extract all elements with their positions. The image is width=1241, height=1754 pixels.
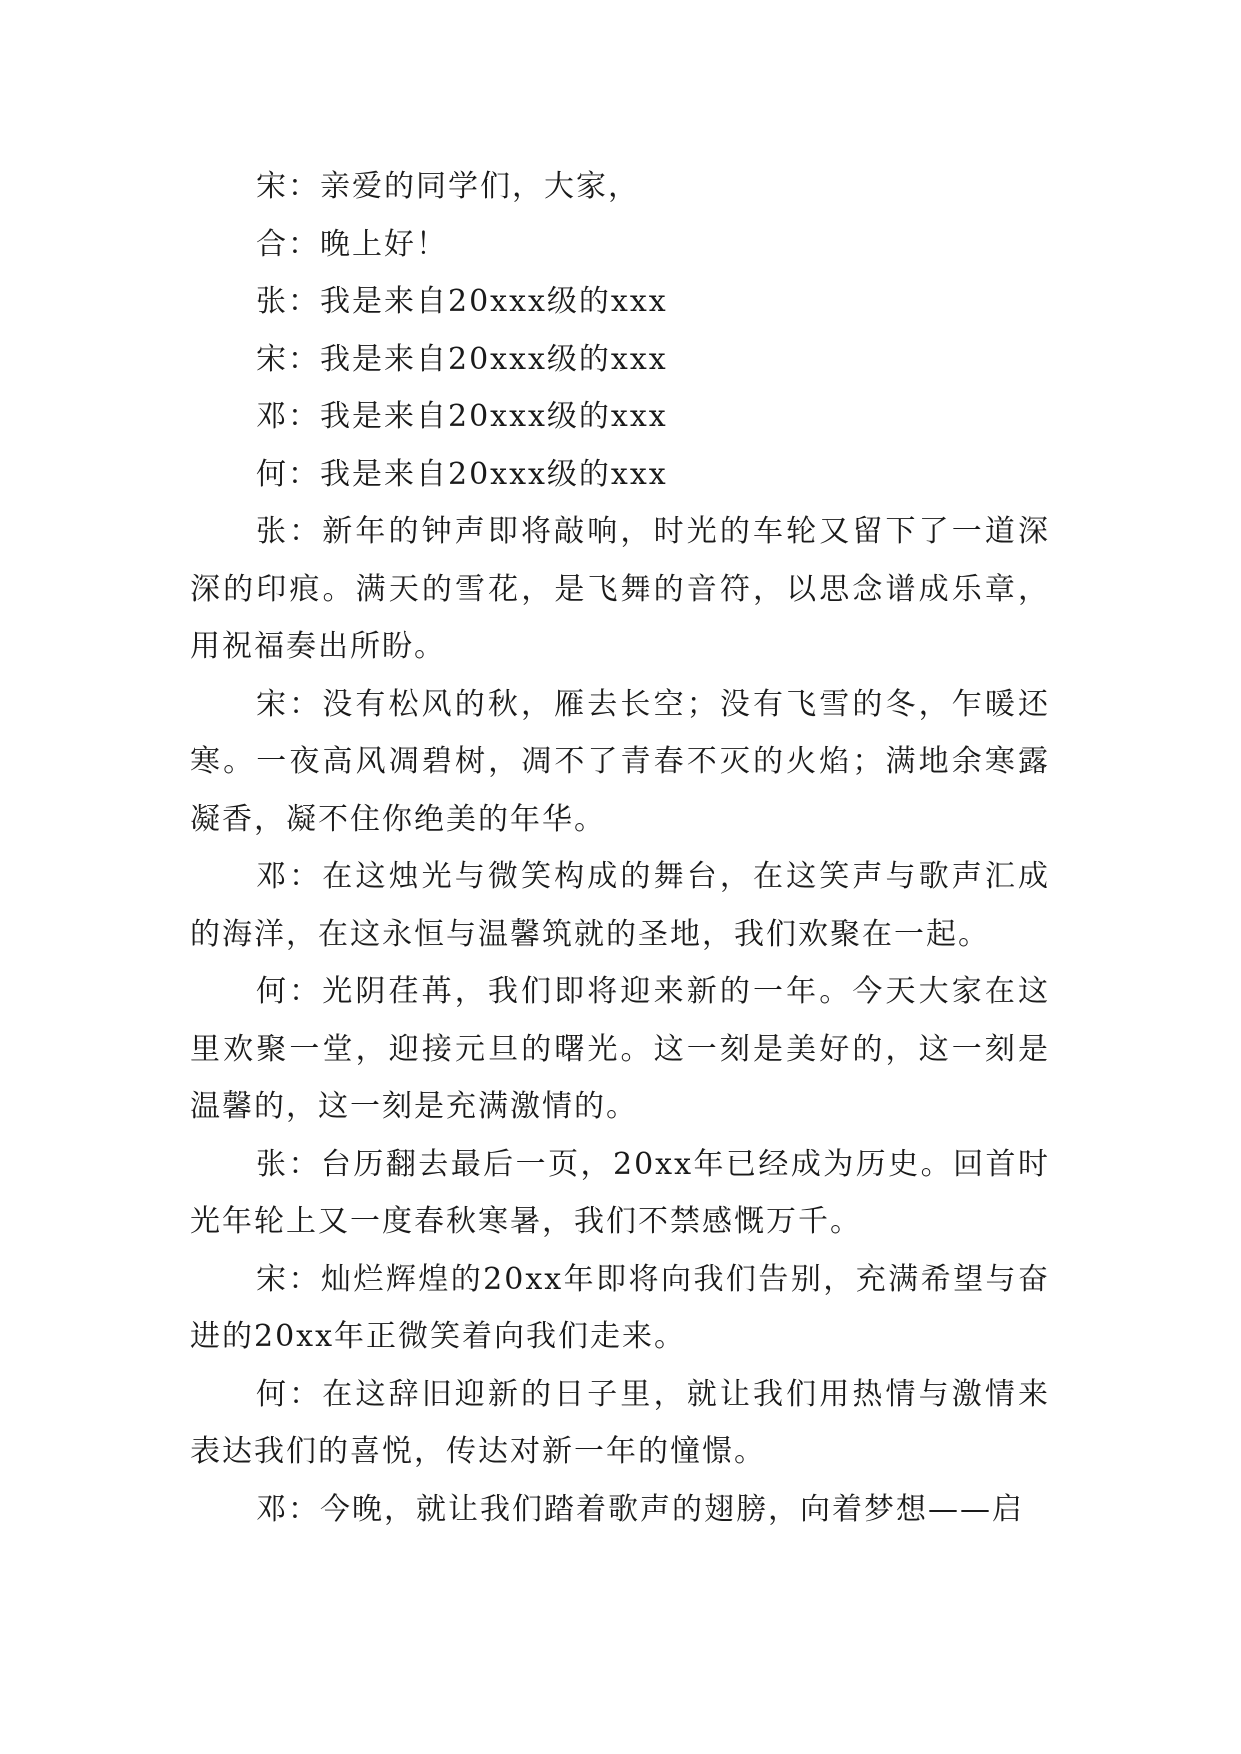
paragraph: 宋：没有松风的秋，雁去长空；没有飞雪的冬，乍暖还寒。一夜高风凋碧树，凋不了青春不灭的火焰；满地余寒露凝香，凝不住你绝美的年华。 — [190, 686, 1050, 837]
paragraph: 张：台历翻去最后一页，20xx年已经成为历史。回首时光年轮上又一度春秋寒暑，我们不禁感慨万千。 — [190, 1146, 1050, 1239]
paragraph: 宋：灿烂辉煌的20xx年即将向我们告别，充满希望与奋进的20xx年正微笑着向我们走来。 — [190, 1261, 1050, 1354]
paragraph: 宋：亲爱的同学们，大家， — [256, 169, 640, 204]
paragraph: 邓：我是来自20xxx级的xxx — [256, 399, 668, 434]
paragraph: 宋：我是来自20xxx级的xxx — [256, 341, 668, 377]
paragraph: 张：我是来自20xxx级的xxx — [256, 284, 668, 319]
paragraph: 邓：在这烛光与微笑构成的舞台，在这笑声与歌声汇成的海洋，在这永恒与温馨筑就的圣地，我们欢聚在一起。 — [190, 859, 1050, 952]
paragraph: 张：新年的钟声即将敲响，时光的车轮又留下了一道深深的印痕。满天的雪花，是飞舞的音符，以思念谱成乐章，用祝福奏出所盼。 — [190, 514, 1050, 664]
paragraph: 合：晚上好！ — [256, 226, 448, 262]
paragraph: 何：在这辞旧迎新的日子里，就让我们用热情与激情来表达我们的喜悦，传达对新一年的憧憬。 — [190, 1376, 1050, 1469]
paragraph: 何：我是来自20xxx级的xxx — [256, 456, 668, 492]
paragraph: 邓：今晚，就让我们踏着歌声的翅膀，向着梦想——启 — [256, 1491, 1024, 1527]
document-body — [190, 158, 1050, 1538]
paragraph: 何：光阴荏苒，我们即将迎来新的一年。今天大家在这里欢聚一堂，迎接元旦的曙光。这一刻是美好的，这一刻是温馨的，这一刻是充满激情的。 — [190, 974, 1050, 1124]
